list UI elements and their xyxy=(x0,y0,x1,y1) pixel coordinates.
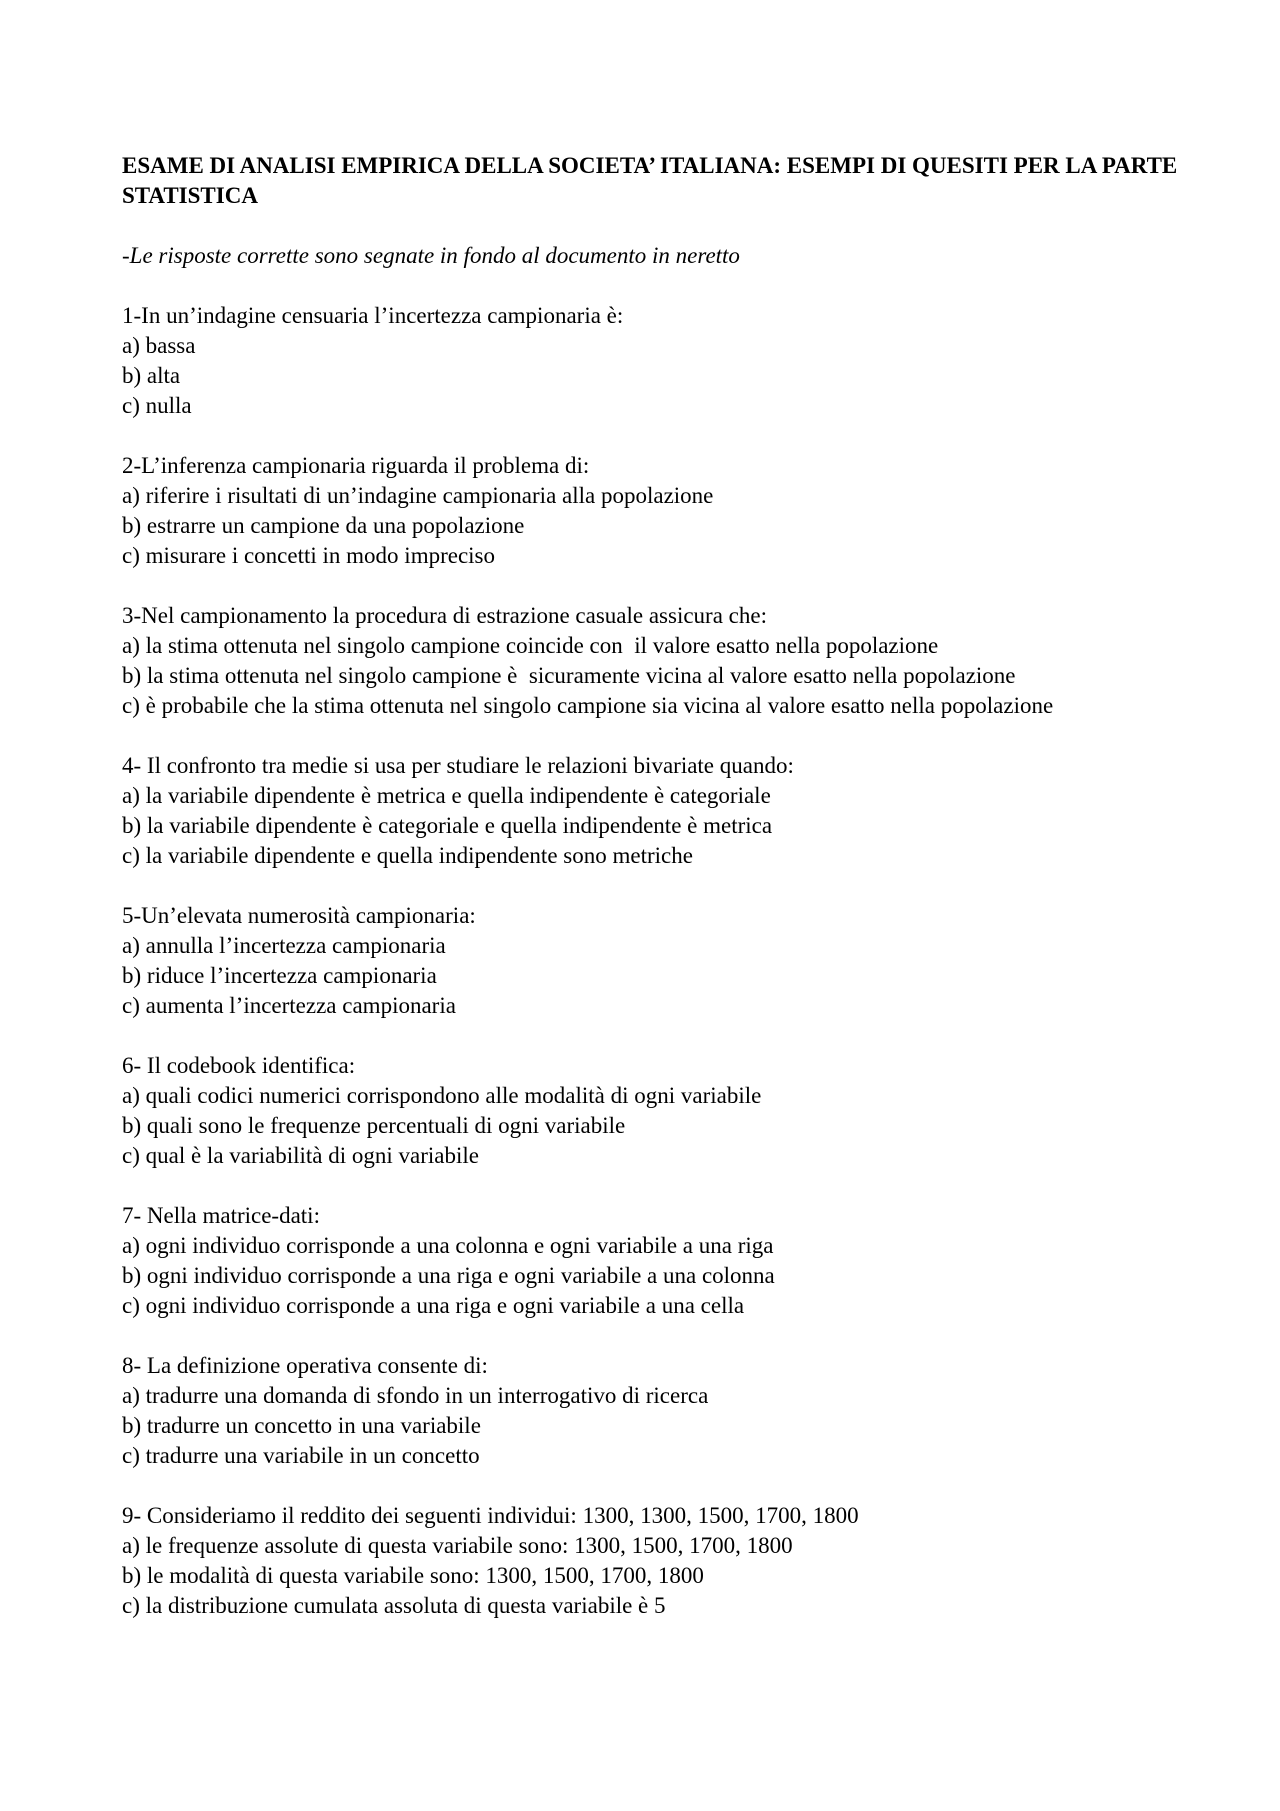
option-b: b) tradurre un concetto in una variabile xyxy=(122,1413,481,1438)
question-text: 9- Consideriamo il reddito dei seguenti individui: 1300, 1300, 1500, 1700, 1800 xyxy=(122,1503,859,1528)
option-c: c) tradurre una variabile in un concetto xyxy=(122,1443,480,1468)
option-a: a) la stima ottenuta nel singolo campione coincide con il valore esatto nella popolazione xyxy=(122,633,939,658)
question-text: 6- Il codebook identifica: xyxy=(122,1053,356,1078)
option-a: a) quali codici numerici corrispondono alle modalità di ogni variabile xyxy=(122,1083,762,1108)
question-9 xyxy=(122,1501,1182,1621)
question-7 xyxy=(122,1201,1182,1321)
option-c: c) la variabile dipendente e quella indipendente sono metriche xyxy=(122,843,693,868)
option-c: c) aumenta l’incertezza campionaria xyxy=(122,993,456,1018)
option-b: b) la variabile dipendente è categoriale e quella indipendente è metrica xyxy=(122,813,773,838)
question-3 xyxy=(122,601,1182,721)
question-text: 2-L’inferenza campionaria riguarda il problema di: xyxy=(122,453,590,478)
option-b: b) le modalità di questa variabile sono: 1300, 1500, 1700, 1800 xyxy=(122,1563,704,1588)
option-b: b) riduce l’incertezza campionaria xyxy=(122,963,437,988)
question-text: 5-Un’elevata numerosità campionaria: xyxy=(122,903,476,928)
option-a: a) annulla l’incertezza campionaria xyxy=(122,933,446,958)
option-b: b) la stima ottenuta nel singolo campione è sicuramente vicina al valore esatto nella popolazione xyxy=(122,663,1016,688)
option-b: b) estrarre un campione da una popolazione xyxy=(122,513,525,538)
question-text: 4- Il confronto tra medie si usa per studiare le relazioni bivariate quando: xyxy=(122,753,794,778)
answers-note: -Le risposte corrette sono segnate in fondo al documento in neretto xyxy=(122,243,740,268)
question-2 xyxy=(122,451,1182,571)
document-content xyxy=(122,151,1182,1621)
option-c: c) la distribuzione cumulata assoluta di questa variabile è 5 xyxy=(122,1593,666,1618)
question-8 xyxy=(122,1351,1182,1471)
question-text: 7- Nella matrice-dati: xyxy=(122,1203,320,1228)
option-b: b) quali sono le frequenze percentuali di ogni variabile xyxy=(122,1113,626,1138)
question-text: 8- La definizione operativa consente di: xyxy=(122,1353,488,1378)
option-a: a) tradurre una domanda di sfondo in un interrogativo di ricerca xyxy=(122,1383,709,1408)
question-text: 1-In un’indagine censuaria l’incertezza campionaria è: xyxy=(122,303,624,328)
question-1 xyxy=(122,301,1182,421)
option-a: a) riferire i risultati di un’indagine campionaria alla popolazione xyxy=(122,483,714,508)
document-title: ESAME DI ANALISI EMPIRICA DELLA SOCIETA’ ITALIANA: ESEMPI DI QUESITI PER LA PARTE STATISTICA xyxy=(122,153,1178,208)
option-c: c) nulla xyxy=(122,393,192,418)
option-a: a) le frequenze assolute di questa variabile sono: 1300, 1500, 1700, 1800 xyxy=(122,1533,793,1558)
option-b: b) alta xyxy=(122,363,181,388)
question-5 xyxy=(122,901,1182,1021)
option-c: c) ogni individuo corrisponde a una riga e ogni variabile a una cella xyxy=(122,1293,745,1318)
question-text: 3-Nel campionamento la procedura di estrazione casuale assicura che: xyxy=(122,603,767,628)
option-a: a) ogni individuo corrisponde a una colonna e ogni variabile a una riga xyxy=(122,1233,774,1258)
option-a: a) bassa xyxy=(122,333,196,358)
option-c: c) misurare i concetti in modo impreciso xyxy=(122,543,495,568)
option-b: b) ogni individuo corrisponde a una riga e ogni variabile a una colonna xyxy=(122,1263,775,1288)
option-c: c) è probabile che la stima ottenuta nel singolo campione sia vicina al valore esatto nella popolazione xyxy=(122,693,1054,718)
question-4 xyxy=(122,751,1182,871)
option-a: a) la variabile dipendente è metrica e quella indipendente è categoriale xyxy=(122,783,771,808)
question-6 xyxy=(122,1051,1182,1171)
option-c: c) qual è la variabilità di ogni variabile xyxy=(122,1143,479,1168)
